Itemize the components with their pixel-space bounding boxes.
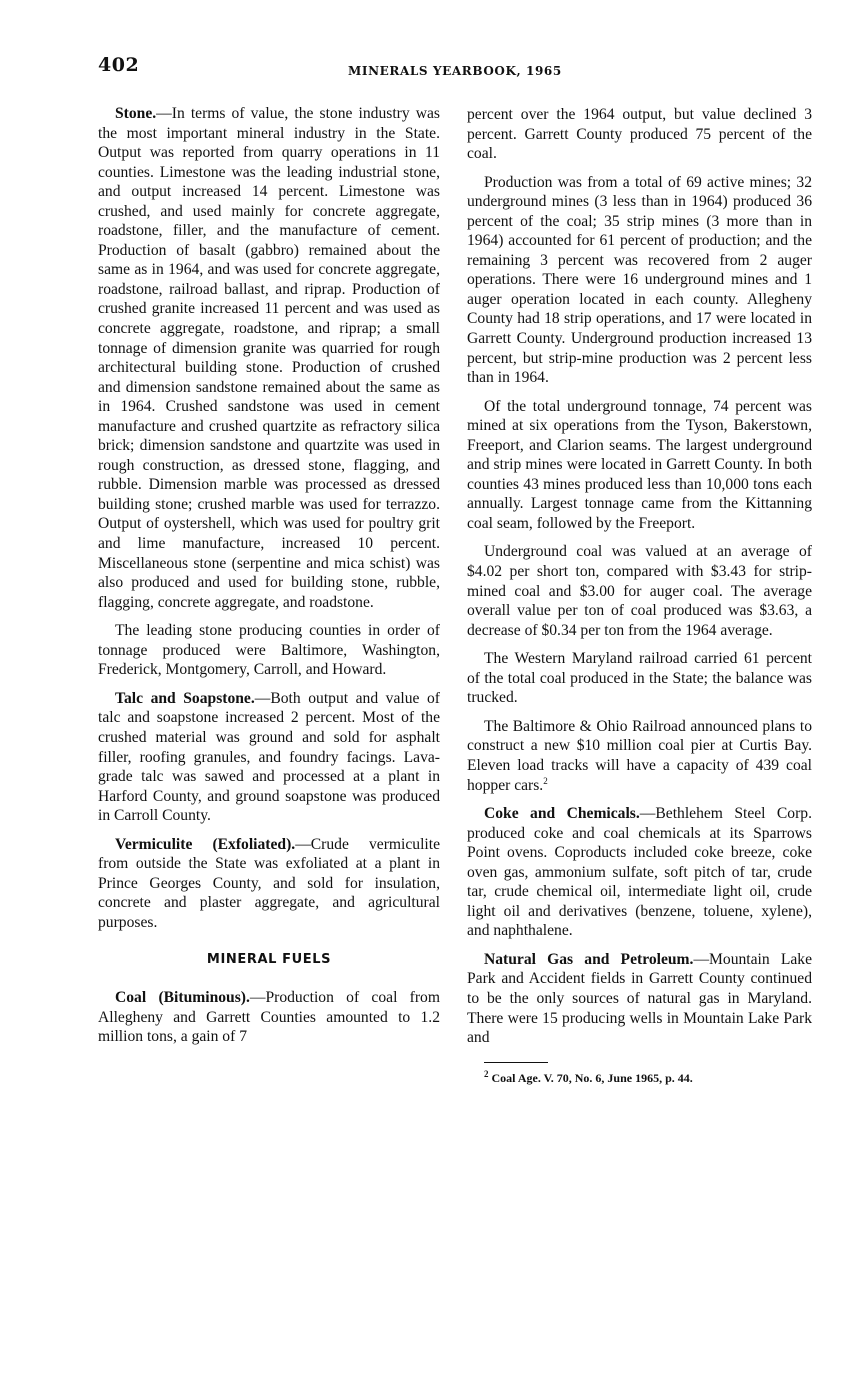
vermiculite-paragraph	[98, 835, 440, 933]
gas-heading: Natural Gas and Petroleum.	[484, 950, 694, 968]
footnote-text: Coal Age. V. 70, No. 6, June 1965, p. 44.	[488, 1070, 693, 1085]
footnote-reference: 2	[543, 775, 548, 786]
talc-paragraph	[98, 689, 440, 826]
right-column	[467, 105, 812, 1095]
talc-heading: Talc and Soapstone.	[115, 689, 255, 707]
stone-heading: Stone.	[115, 105, 157, 122]
coal-continued-paragraph: percent over the 1964 output, but value declined 3 percent. Garrett County produced 75 percent of the coal.	[467, 106, 812, 163]
value-paragraph: Underground coal was valued at an average of $4.02 per short ton, compared with $3.43 for strip-mined coal and $3.00 for auger coal. The average overall value per ton of coal produced was $3.63, a decrease of $0.34 per ton from the 1964 average.	[467, 543, 812, 639]
gas-paragraph	[467, 950, 812, 1048]
footnote	[467, 1068, 812, 1086]
stone-paragraph	[98, 104, 440, 612]
coke-text: —Bethlehem Steel Corp. produced coke and coal chemicals at its Sparrows Point ovens. Coproducts included coke breeze, coke oven gas, ammonium sulfate, soft pitch of tar, crude tar, crude chemical oil, intermediate light oil, crude light oil and derivatives (benzene, toluene, xylene), and naphthalene.	[467, 805, 812, 940]
coal-paragraph	[98, 988, 440, 1047]
vermiculite-heading: Vermiculite (Exfoliated).	[115, 835, 296, 853]
vermiculite-text: —Crude vermiculite from outside the State was exfoliated at a plant in Prince Georges County, and sold for insulation, concrete and plaster aggregate, and agricultural purposes.	[98, 835, 440, 931]
b-and-o-paragraph	[467, 717, 812, 795]
stone-text: —In terms of value, the stone industry was the most important mineral industry in the State. Output was reported from quarry operations in 11 counties. Limestone was the leading industrial stone, and output increased 14 percent. Limestone was crushed, and used mainly for concrete aggregate, roadstone, filler, and the manufacture of cement. Production of basalt (gabbro) remained about the same as in 1964, and was used for concrete aggregate, roadstone, railroad ballast, and riprap. Production of crushed granite increased 11 percent and was used as concrete aggregate, roadstone, and riprap; a small tonnage of dimension granite was quarried for rough architectural building stone. Production of crushed and dimension sandstone remained about the same as in 1964. Crushed sandstone was used in cement manufacture and crushed quartzite as refractory silica brick; dimension sandstone and quartzite was used in rough construction, as dressed stone, flagging, and rubble. Dimension marble was processed as dressed building stone; crushed marble was used for terrazzo. Output of oystershell, which was used for poultry grit and lime manufacture, increased 10 percent. Miscellaneous stone (serpentine and mica schist) was also produced and used for building stone, rubble, flagging, concrete aggregate, and roadstone.	[98, 105, 440, 611]
page-number: 402	[98, 54, 140, 76]
b-and-o-text: The Baltimore & Ohio Railroad announced plans to construct a new $10 million coal pier at Curtis Bay. Eleven load tracks will have a capacity of 439 coal hopper cars.	[467, 717, 812, 794]
coke-heading: Coke and Chemicals.	[484, 805, 640, 823]
section-heading-mineral-fuels: MINERAL FUELS	[206, 952, 332, 968]
running-head: MINERALS YEARBOOK, 1965	[348, 64, 562, 78]
footnote-marker: 2	[484, 1068, 489, 1079]
railroad-paragraph: The Western Maryland railroad carried 61 percent of the total coal produced in the State; the balance was trucked.	[467, 650, 812, 707]
left-column	[98, 104, 440, 1056]
gas-text: —Mountain Lake Park and Accident fields in Garrett County continued to be the only sources of natural gas in Maryland. There were 15 producing wells in Mountain Lake Park and	[467, 950, 812, 1047]
coal-text: —Production of coal from Allegheny and Garrett Counties amounted to 1.2 million tons, a gain of 7	[98, 988, 440, 1046]
underground-paragraph: Of the total underground tonnage, 74 percent was mined at six operations from the Tyson, Bakerstown, Freeport, and Clarion seams. The largest underground and strip mines were located in Garrett County. In both counties 43 mines produced less than 10,000 tons each annually. Largest tonnage came from the Kittanning coal seam, followed by the Freeport.	[467, 397, 812, 532]
production-paragraph: Production was from a total of 69 active mines; 32 underground mines (3 less than in 1964) produced 36 percent of the coal; 35 strip mines (3 more than in 1964) accounted for 61 percent of production; and the remaining 3 percent was recovered from 2 auger operations. There were 16 underground mines and 1 auger operation located in each county. Allegheny County had 18 strip operations, and 17 were located in Garrett County. Underground production increased 13 percent, but strip-mine production was 2 percent less than in 1964.	[467, 173, 812, 387]
coal-heading: Coal (Bituminous).	[115, 988, 250, 1006]
coke-paragraph	[467, 804, 812, 941]
footnote-divider	[484, 1062, 548, 1063]
talc-text: —Both output and value of talc and soapstone increased 2 percent. Most of the crushed material was ground and sold for asphalt filler, roofing granules, and foundry facings. Lava-grade talc was sawed and processed at a plant in Harford County, and ground soapstone was produced in Carroll County.	[98, 689, 440, 825]
stone-counties-paragraph: The leading stone producing counties in order of tonnage produced were Baltimore, Washington, Frederick, Montgomery, Carroll, and Howard.	[98, 622, 440, 679]
